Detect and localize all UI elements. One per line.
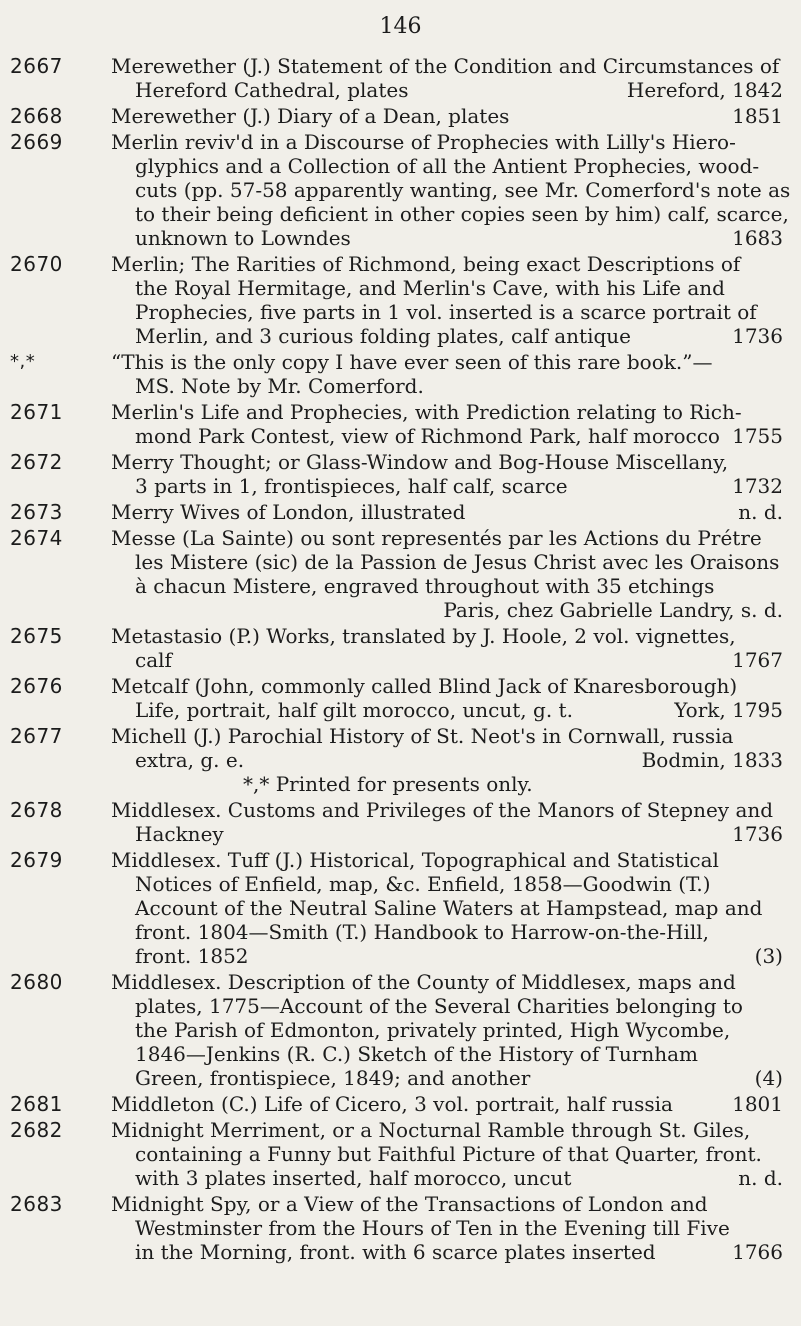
lot-number: 2668 bbox=[10, 104, 63, 128]
entry-text: extra, g. e. bbox=[135, 748, 245, 772]
catalogue-entry bbox=[10, 526, 783, 624]
catalogue-entry bbox=[10, 724, 783, 798]
entry-text: plates, 1775—Account of the Several Charities belonging to bbox=[135, 994, 743, 1018]
lot-number: 2671 bbox=[10, 400, 63, 424]
entry-text: Hackney bbox=[135, 822, 224, 846]
lot-number: 2670 bbox=[10, 252, 63, 276]
entry-imprint: Hereford, 1842 bbox=[626, 78, 783, 102]
entry-text: “This is the only copy I have ever seen of this rare book.”— bbox=[111, 350, 713, 374]
catalogue-entry bbox=[10, 252, 783, 350]
entry-imprint: 1801 bbox=[732, 1092, 783, 1116]
entry-line bbox=[111, 350, 783, 374]
entry-text: Prophecies, five parts in 1 vol. inserted is a scarce portrait of bbox=[135, 300, 757, 324]
entry-imprint: n. d. bbox=[738, 500, 783, 524]
entry-text: Middlesex. Description of the County of Middlesex, maps and bbox=[111, 970, 736, 994]
entry-text: Green, frontispiece, 1849; and another bbox=[135, 1066, 531, 1090]
catalogue-entry bbox=[10, 1118, 783, 1192]
entry-line bbox=[111, 1216, 783, 1240]
entry-line bbox=[111, 822, 783, 846]
lot-number: 2672 bbox=[10, 450, 63, 474]
lot-number: 2681 bbox=[10, 1092, 63, 1116]
entry-text: Merewether (J.) Diary of a Dean, plates bbox=[111, 104, 510, 128]
entry-text: 1846—Jenkins (R. C.) Sketch of the History of Turnham bbox=[135, 1042, 699, 1066]
lot-number: 2673 bbox=[10, 500, 63, 524]
entry-imprint: 1736 bbox=[732, 822, 783, 846]
lot-number: 2676 bbox=[10, 674, 63, 698]
entry-line bbox=[111, 748, 783, 772]
entry-text: Metastasio (P.) Works, translated by J. Hoole, 2 vol. vignettes, bbox=[111, 624, 736, 648]
entry-text: Midnight Merriment, or a Nocturnal Ramble through St. Giles, bbox=[111, 1118, 751, 1142]
entry-line bbox=[111, 526, 783, 550]
entry-text: front. 1852 bbox=[135, 944, 249, 968]
entry-line bbox=[111, 674, 783, 698]
entry-line bbox=[111, 598, 783, 622]
entry-line bbox=[111, 624, 783, 648]
entry-text: Messe (La Sainte) ou sont representés par les Actions du Prétre bbox=[111, 526, 762, 550]
entry-line bbox=[111, 896, 783, 920]
entry-line bbox=[111, 1118, 783, 1142]
lot-number: 2675 bbox=[10, 624, 63, 648]
entry-line bbox=[111, 424, 783, 448]
catalogue-entry bbox=[10, 450, 783, 500]
entry-text: to their being deficient in other copies seen by him) calf, scarce, bbox=[135, 202, 789, 226]
entry-imprint: 1851 bbox=[732, 104, 783, 128]
entry-text: Hereford Cathedral, plates bbox=[135, 78, 409, 102]
entry-text: with 3 plates inserted, half morocco, uncut bbox=[135, 1166, 572, 1190]
lot-number: 2678 bbox=[10, 798, 63, 822]
entry-text: calf bbox=[135, 648, 172, 672]
entry-imprint: 1732 bbox=[732, 474, 783, 498]
entry-imprint: 1736 bbox=[732, 324, 783, 348]
entry-line bbox=[111, 1066, 783, 1090]
catalogue-entry bbox=[10, 104, 783, 130]
entry-text: Westminster from the Hours of Ten in the Evening till Five bbox=[135, 1216, 730, 1240]
entry-text: the Royal Hermitage, and Merlin's Cave, with his Life and bbox=[135, 276, 725, 300]
entry-text: 3 parts in 1, frontispieces, half calf, scarce bbox=[135, 474, 568, 498]
lot-number: 2667 bbox=[10, 54, 63, 78]
entry-text: Merewether (J.) Statement of the Condition and Circumstances of bbox=[111, 54, 780, 78]
entry-imprint: Paris, chez Gabrielle Landry, s. d. bbox=[443, 598, 783, 622]
entry-line bbox=[111, 848, 783, 872]
entry-line bbox=[111, 798, 783, 822]
entry-line bbox=[111, 1092, 783, 1116]
entry-text: Middleton (C.) Life of Cicero, 3 vol. portrait, half russia bbox=[111, 1092, 673, 1116]
entry-line bbox=[111, 1018, 783, 1042]
entry-line bbox=[111, 574, 783, 598]
entry-line bbox=[111, 54, 783, 78]
entry-imprint: 1766 bbox=[732, 1240, 783, 1264]
entry-imprint: York, 1795 bbox=[674, 698, 783, 722]
catalogue-entry bbox=[10, 848, 783, 970]
lot-number: 2682 bbox=[10, 1118, 63, 1142]
entry-text: cuts (pp. 57-58 apparently wanting, see Mr. Comerford's note as bbox=[135, 178, 791, 202]
entry-text: glyphics and a Collection of all the Antient Prophecies, wood- bbox=[135, 154, 760, 178]
entry-text: MS. Note by Mr. Comerford. bbox=[135, 374, 424, 398]
entry-line bbox=[111, 374, 783, 398]
entry-imprint: 1755 bbox=[732, 424, 783, 448]
entry-text: Middlesex. Tuff (J.) Historical, Topographical and Statistical bbox=[111, 848, 719, 872]
page-number: 146 bbox=[379, 14, 422, 39]
lot-number: 2669 bbox=[10, 130, 63, 154]
catalogue-entry bbox=[10, 130, 791, 252]
entry-line bbox=[111, 78, 783, 102]
entry-line bbox=[111, 1042, 783, 1066]
entry-note: *,* Printed for presents only. bbox=[243, 772, 533, 796]
entry-line bbox=[111, 1240, 783, 1264]
catalogue-entry bbox=[10, 500, 783, 526]
entry-text: les Mistere (sic) de la Passion de Jesus Christ avec les Oraisons bbox=[135, 550, 780, 574]
entry-text: mond Park Contest, view of Richmond Park, half morocco bbox=[135, 424, 720, 448]
entry-line bbox=[111, 1142, 783, 1166]
catalogue-entries bbox=[0, 54, 801, 1266]
entry-line bbox=[111, 994, 783, 1018]
entry-text: Merry Thought; or Glass-Window and Bog-House Miscellany, bbox=[111, 450, 729, 474]
entry-line bbox=[111, 226, 783, 250]
entry-line bbox=[111, 178, 791, 202]
entry-line bbox=[111, 1192, 783, 1216]
entry-line bbox=[111, 104, 783, 128]
entry-line bbox=[111, 550, 783, 574]
catalogue-entry bbox=[10, 970, 783, 1092]
entry-imprint: Bodmin, 1833 bbox=[641, 748, 783, 772]
entry-line bbox=[111, 400, 783, 424]
entry-text: Merlin, and 3 curious folding plates, calf antique bbox=[135, 324, 631, 348]
entry-imprint: (4) bbox=[754, 1066, 783, 1090]
entry-text: the Parish of Edmonton, privately printed, High Wycombe, bbox=[135, 1018, 731, 1042]
entry-text: Merry Wives of London, illustrated bbox=[111, 500, 466, 524]
entry-text: Middlesex. Customs and Privileges of the Manors of Stepney and bbox=[111, 798, 774, 822]
entry-line bbox=[111, 202, 789, 226]
entry-text: containing a Funny but Faithful Picture of that Quarter, front. bbox=[135, 1142, 762, 1166]
entry-line bbox=[111, 920, 783, 944]
entry-line bbox=[111, 724, 783, 748]
entry-line bbox=[111, 1166, 783, 1190]
entry-line bbox=[111, 944, 783, 968]
lot-number: 2674 bbox=[10, 526, 63, 550]
entry-text: front. 1804—Smith (T.) Handbook to Harrow-on-the-Hill, bbox=[135, 920, 710, 944]
entry-line bbox=[111, 252, 783, 276]
catalogue-entry bbox=[10, 674, 783, 724]
lot-number: *,* bbox=[10, 351, 36, 372]
entry-imprint: (3) bbox=[754, 944, 783, 968]
entry-line bbox=[111, 324, 783, 348]
entry-line bbox=[111, 970, 783, 994]
entry-text: Merlin; The Rarities of Richmond, being exact Descriptions of bbox=[111, 252, 741, 276]
entry-line bbox=[111, 300, 783, 324]
entry-text: Midnight Spy, or a View of the Transactions of London and bbox=[111, 1192, 708, 1216]
entry-text: Merlin's Life and Prophecies, with Prediction relating to Rich- bbox=[111, 400, 742, 424]
entry-line bbox=[111, 500, 783, 524]
catalogue-entry bbox=[10, 54, 783, 104]
entry-text: à chacun Mistere, engraved throughout with 35 etchings bbox=[135, 574, 715, 598]
catalogue-entry bbox=[10, 400, 783, 450]
lot-number: 2677 bbox=[10, 724, 63, 748]
catalogue-entry bbox=[10, 1092, 783, 1118]
entry-line bbox=[111, 474, 783, 498]
entry-line bbox=[111, 130, 783, 154]
catalogue-entry bbox=[10, 350, 783, 400]
catalogue-entry bbox=[10, 1192, 783, 1266]
entry-text: unknown to Lowndes bbox=[135, 226, 351, 250]
entry-imprint: 1683 bbox=[732, 226, 783, 250]
entry-line bbox=[111, 648, 783, 672]
entry-text: in the Morning, front. with 6 scarce plates inserted bbox=[135, 1240, 656, 1264]
entry-text: Merlin reviv'd in a Discourse of Prophecies with Lilly's Hiero- bbox=[111, 130, 736, 154]
entry-line bbox=[111, 154, 783, 178]
entry-text: Michell (J.) Parochial History of St. Neot's in Cornwall, russia bbox=[111, 724, 734, 748]
entry-line bbox=[111, 450, 783, 474]
entry-text: Notices of Enfield, map, &c. Enfield, 1858—Goodwin (T.) bbox=[135, 872, 711, 896]
entry-imprint: 1767 bbox=[732, 648, 783, 672]
lot-number: 2683 bbox=[10, 1192, 63, 1216]
lot-number: 2679 bbox=[10, 848, 63, 872]
entry-line bbox=[111, 276, 783, 300]
entry-text: Life, portrait, half gilt morocco, uncut, g. t. bbox=[135, 698, 573, 722]
catalogue-entry bbox=[10, 798, 783, 848]
entry-text: Metcalf (John, commonly called Blind Jack of Knaresborough) bbox=[111, 674, 738, 698]
entry-line bbox=[111, 698, 783, 722]
entry-imprint: n. d. bbox=[738, 1166, 783, 1190]
entry-line bbox=[111, 872, 783, 896]
lot-number: 2680 bbox=[10, 970, 63, 994]
entry-text: Account of the Neutral Saline Waters at Hampstead, map and bbox=[135, 896, 763, 920]
catalogue-entry bbox=[10, 624, 783, 674]
